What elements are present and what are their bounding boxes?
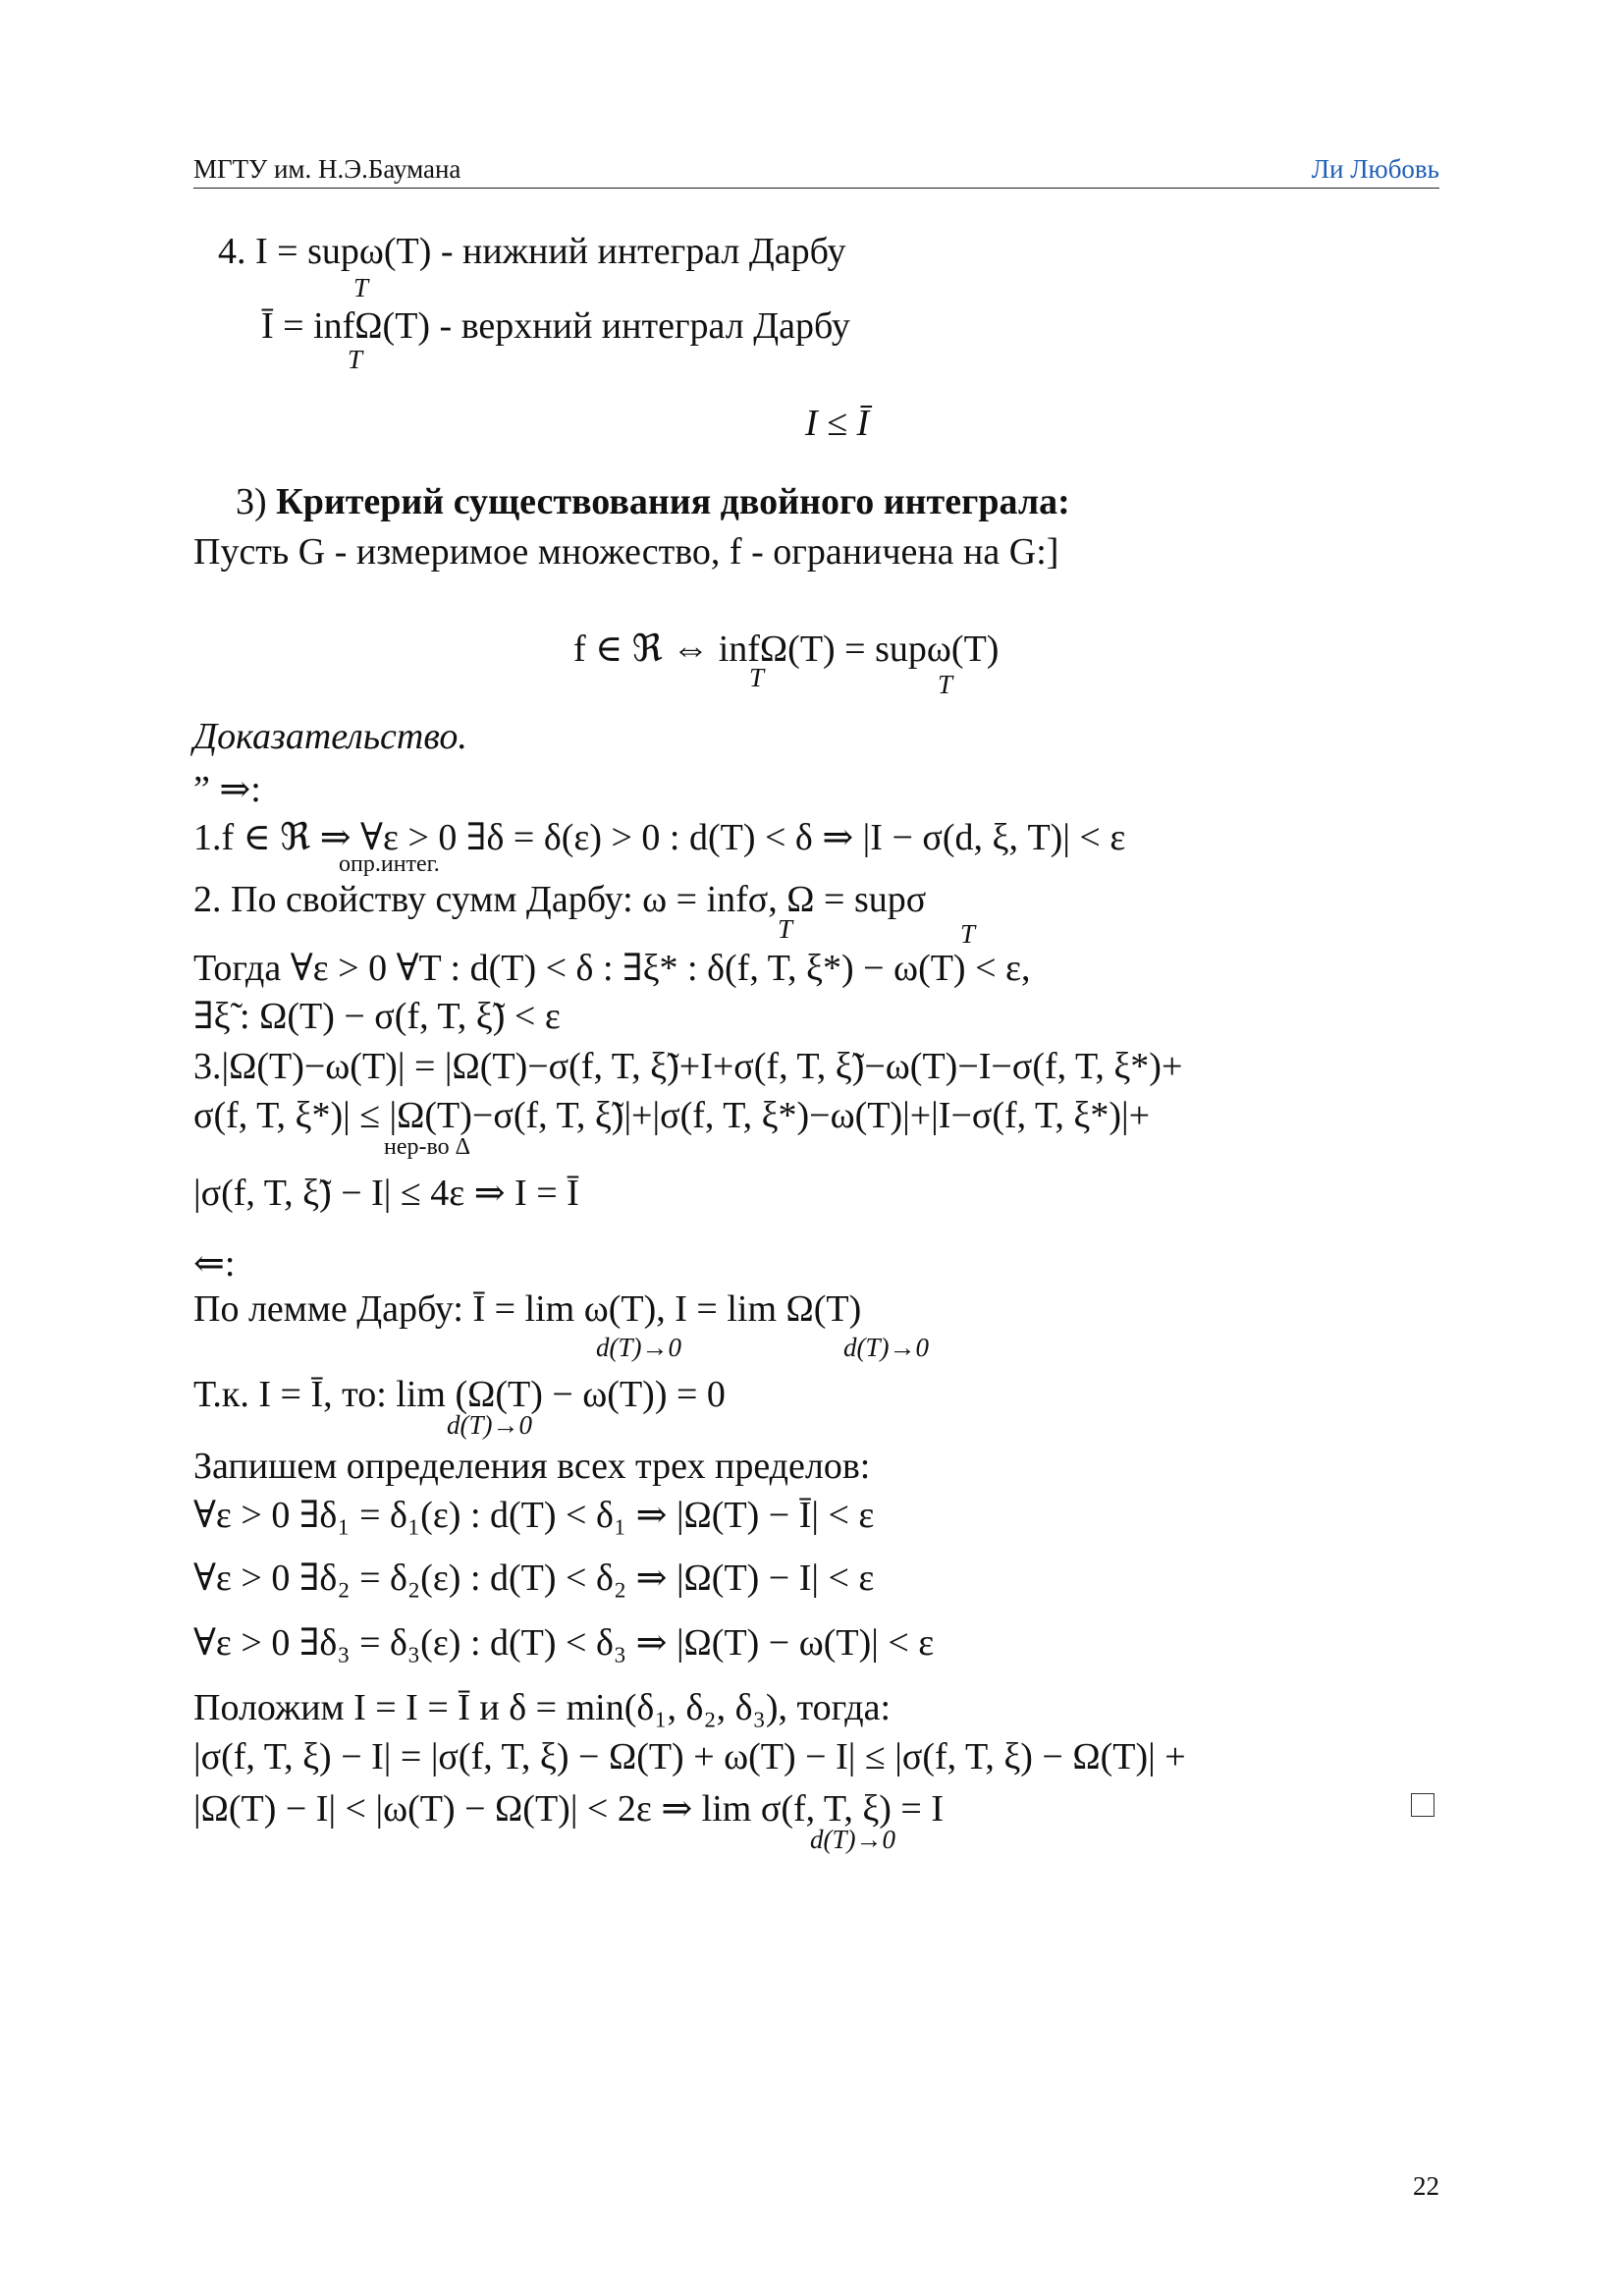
header-left: МГТУ им. Н.Э.Баумана [193, 154, 461, 184]
criterion-heading [236, 483, 1070, 520]
proof-definition-3: ∀ε > 0 ∃δ₃ = δ₃(ε) : d(T) < δ₃ ⇒ |Ω(T) − ω(T)| < ε [193, 1622, 935, 1664]
criterion-formula-sub-sup: T [938, 670, 953, 699]
header-rule [193, 188, 1439, 189]
integral-inequality: I ≤ Ī [805, 403, 870, 444]
header-right: Ли Любовь [1311, 154, 1439, 184]
lower-integral-sub: T [353, 273, 369, 302]
proof-forward-direction: ” ⇒: [193, 769, 261, 810]
proof-then-line-1: Тогда ∀ε > 0 ∀T : d(T) < δ : ∃ξ* : δ(f, T, ξ*) − ω(T) < ε, [193, 948, 1031, 989]
proof-then-line-2: ∃ξ̃ : Ω(T) − σ(f, T, ξ̃) < ε [193, 996, 561, 1037]
step-1-under-label: опр.интег. [339, 851, 440, 877]
upper-integral-sub: T [348, 345, 363, 374]
proof-backward-direction: ⇐: [193, 1243, 236, 1285]
lemma-limit-sub-1: d(T)→0 [596, 1333, 681, 1362]
step-2-sub-sup: T [960, 919, 976, 949]
step-2-sub-inf: T [778, 914, 793, 944]
proof-step-3-line-3: |σ(f, T, ξ̃) − I| ≤ 4ε ⇒ I = Ī [193, 1173, 579, 1214]
page-number: 22 [1413, 2171, 1439, 2201]
darboux-lower-integral: 4. I = supω(T) - нижний интеграл Дарбу [218, 231, 846, 272]
criterion-formula: f ∈ ℜ ⇔ infΩ(T) = supω(T) [573, 629, 1000, 670]
final-limit-sub: d(T)→0 [810, 1825, 895, 1854]
criterion-premise: Пусть G - измеримое множество, f - ограничена на G:] [193, 531, 1059, 573]
proof-step-1: 1.f ∈ ℜ ⇒ ∀ε > 0 ∃δ = δ(ε) > 0 : d(T) < δ ⇒ |I − σ(d, ξ, T)| < ε [193, 817, 1126, 858]
proof-definition-1: ∀ε > 0 ∃δ₁ = δ₁(ε) : d(T) < δ₁ ⇒ |Ω(T) − Ī| < ε [193, 1495, 875, 1536]
qed-square [1411, 1793, 1434, 1817]
proof-darboux-lemma: По лемме Дарбу: Ī = lim ω(T), I = lim Ω(T) [193, 1288, 862, 1330]
proof-final-line-1: |σ(f, T, ξ) − I| = |σ(f, T, ξ) − Ω(T) + ω(T) − I| ≤ |σ(f, T, ξ) − Ω(T)| + [193, 1736, 1186, 1777]
proof-put-delta: Положим I = I = Ī и δ = min(δ₁, δ₂, δ₃), тогда: [193, 1687, 892, 1728]
criterion-formula-sub-inf: T [749, 663, 765, 692]
proof-since-equal: Т.к. I = Ī, то: lim (Ω(T) − ω(T)) = 0 [193, 1374, 726, 1415]
proof-title: Доказательство. [193, 716, 467, 757]
criterion-heading-num: 3) [236, 481, 277, 522]
proof-step-3-line-2: σ(f, T, ξ*)| ≤ |Ω(T)−σ(f, T, ξ̃)|+|σ(f, T, ξ*)−ω(T)|+|I−σ(f, T, ξ*)|+ [193, 1095, 1151, 1136]
proof-step-3-line-1: 3.|Ω(T)−ω(T)| = |Ω(T)−σ(f, T, ξ̃)+I+σ(f, T, ξ̃)−ω(T)−I−σ(f, T, ξ*)+ [193, 1046, 1183, 1087]
proof-write-definitions: Запишем определения всех трех пределов: [193, 1446, 871, 1487]
since-limit-sub: d(T)→0 [447, 1410, 532, 1440]
lemma-limit-sub-2: d(T)→0 [843, 1333, 929, 1362]
step-3-under-label: нер-во Δ [384, 1134, 471, 1160]
proof-definition-2: ∀ε > 0 ∃δ₂ = δ₂(ε) : d(T) < δ₂ ⇒ |Ω(T) − I| < ε [193, 1558, 875, 1599]
proof-step-2: 2. По свойству сумм Дарбу: ω = infσ, Ω = supσ [193, 879, 927, 920]
proof-final-line-2: |Ω(T) − I| < |ω(T) − Ω(T)| < 2ε ⇒ lim σ(f, T, ξ) = I [193, 1788, 945, 1830]
darboux-upper-integral: Ī = infΩ(T) - верхний интеграл Дарбу [261, 305, 850, 347]
criterion-heading-text: Критерий существования двойного интеграла: [276, 481, 1070, 522]
